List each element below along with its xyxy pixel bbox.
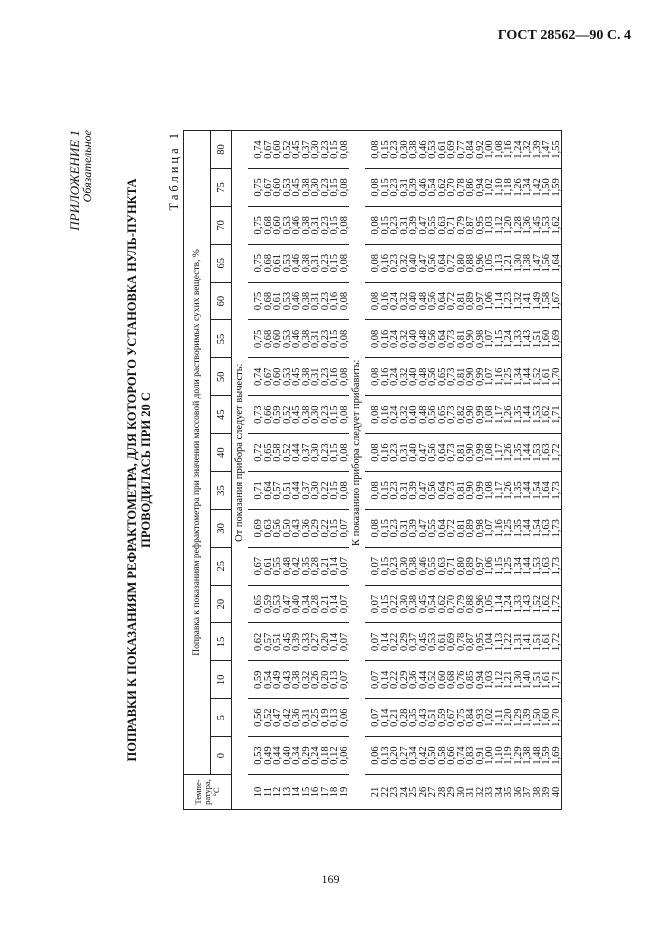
correction-values: 0,08 0,16 0,24 0,32 0,40 0,48 0,56 0,65 0,73 0,81 0,90 0,99 1,07 1,16 1,25 1,34 1,44 1,52 1,61 1,70 — [365, 358, 562, 396]
title-line-2: ПРОВОДИЛАСЬ ПРИ 20 С — [139, 392, 153, 548]
correction-values: 0,73 0,66 0,59 0,52 0,45 0,38 0,30 0,23 0,15 0,08 — [248, 396, 349, 434]
column-header: 50 — [211, 358, 232, 396]
correction-values: 0,08 0,15 0,23 0,31 0,39 0,47 0,56 0,64 0,73 0,81 0,90 0,99 1,08 1,17 1,26 1,35 1,44 1,54 1,64 1,73 — [365, 472, 562, 510]
column-header: 15 — [211, 623, 232, 661]
correction-values: 0,08 0,15 0,23 0,31 0,39 0,47 0,55 0,63 0,71 0,79 0,87 0,95 1,03 1,12 1,20 1,28 1,36 1,45 1,53 1,62 — [365, 206, 562, 244]
column-header: 55 — [211, 320, 232, 358]
correction-values: 0,07 0,14 0,21 0,28 0,35 0,43 0,51 0,59 0,67 0,75 0,84 0,93 1,02 1,11 1,20 1,29 1,39 1,50 1,60 1,70 — [365, 699, 562, 737]
appendix-label: ПРИЛОЖЕНИЕ 1 — [67, 130, 82, 231]
column-header: 5 — [211, 699, 232, 737]
correction-values: 0,74 0,67 0,60 0,52 0,45 0,37 0,30 0,23 0,15 0,08 — [248, 131, 349, 169]
correction-span-header: Поправка к показаниям рефрактометра при значении массовой доли растворимых сухих веществ, % — [184, 131, 211, 775]
correction-values: 0,74 0,67 0,60 0,53 0,45 0,38 0,31 0,23 0,16 0,08 — [248, 358, 349, 396]
subtract-block-row — [248, 131, 349, 810]
column-header: 35 — [211, 472, 232, 510]
correction-values: 0,08 0,15 0,23 0,30 0,38 0,46 0,53 0,61 0,69 0,77 0,84 0,92 1,00 1,08 1,16 1,24 1,32 1,39 1,47 1,55 — [365, 131, 562, 169]
column-header: 70 — [211, 206, 232, 244]
correction-values: 0,07 0,14 0,22 0,29 0,36 0,44 0,52 0,60 0,68 0,76 0,85 0,94 1,03 1,12 1,21 1,30 1,40 1,51 1,61 1,71 — [365, 661, 562, 699]
temperature-values: 21 22 23 24 25 26 27 28 29 30 31 32 33 34 35 36 37 38 39 40 — [365, 775, 562, 810]
correction-values: 0,75 0,68 0,61 0,53 0,46 0,38 0,31 0,23 0,16 0,08 — [248, 282, 349, 320]
correction-values: 0,75 0,68 0,60 0,53 0,46 0,38 0,31 0,23 0,15 0,08 — [248, 320, 349, 358]
correction-values: 0,08 0,16 0,23 0,31 0,40 0,47 0,56 0,64 0,73 0,81 0,90 0,99 1,08 1,17 1,26 1,35 1,44 1,53 1,63 1,72 — [365, 434, 562, 472]
appendix-status: Обязательное — [80, 130, 94, 203]
title-line-1: ПОПРАВКИ К ПОКАЗАНИЯМ РЕФРАКТОМЕТРА, ДЛЯ КОТОРОГО УСТАНОВКА НУЛЬ-ПУНКТА — [125, 178, 139, 762]
correction-values: 0,67 0,61 0,55 0,48 0,42 0,35 0,28 0,21 0,14 0,07 — [248, 547, 349, 585]
rotated-page-content — [65, 130, 625, 810]
correction-values: 0,08 0,15 0,23 0,31 0,39 0,47 0,55 0,64 0,72 0,81 0,89 0,98 1,07 1,16 1,25 1,35 1,44 1,54 1,63 1,73 — [365, 509, 562, 547]
correction-values: 0,75 0,68 0,61 0,53 0,46 0,38 0,31 0,23 0,15 0,08 — [248, 244, 349, 282]
page-number: 169 — [321, 872, 340, 886]
column-header: 60 — [211, 282, 232, 320]
column-header: 45 — [211, 396, 232, 434]
section-spacer — [232, 775, 249, 810]
column-header: 40 — [211, 434, 232, 472]
section-subtract-label: От показания прибора следует вычесть: — [232, 131, 249, 775]
column-header: 10 — [211, 661, 232, 699]
correction-values: 0,75 0,67 0,60 0,53 0,45 0,38 0,30 0,23 0,15 0,08 — [248, 169, 349, 207]
correction-table — [183, 130, 562, 810]
correction-values: 0,62 0,57 0,51 0,45 0,39 0,33 0,27 0,20 0,14 0,07 — [248, 623, 349, 661]
correction-values: 0,69 0,63 0,56 0,50 0,43 0,36 0,29 0,22 0,15 0,07 — [248, 509, 349, 547]
section-spacer — [349, 775, 365, 810]
correction-values: 0,08 0,16 0,24 0,32 0,40 0,48 0,56 0,64 0,73 0,81 0,90 0,98 1,07 1,15 1,24 1,33 1,43 1,51 1,60 1,69 — [365, 320, 562, 358]
document-reference: ГОСТ 28562—90 С. 4 — [497, 28, 631, 43]
correction-values: 0,06 0,13 0,20 0,27 0,34 0,42 0,50 0,58 0,66 0,74 0,83 0,91 1,00 1,10 1,19 1,29 1,38 1,48 1,59 1,69 — [365, 737, 562, 775]
temperature-header: Темпе-ратура, °С — [184, 775, 232, 810]
correction-values: 0,07 0,15 0,23 0,30 0,38 0,46 0,55 0,63 0,71 0,80 0,89 0,97 1,06 1,15 1,25 1,34 1,44 1,53 1,63 1,73 — [365, 547, 562, 585]
add-block-row — [365, 131, 562, 810]
column-header: 80 — [211, 131, 232, 169]
correction-values: 0,72 0,65 0,58 0,52 0,44 0,37 0,30 0,23 0,15 0,08 — [248, 434, 349, 472]
appendix-block — [68, 130, 94, 231]
table-label: Таблица 1 — [167, 130, 181, 211]
correction-values: 0,56 0,52 0,47 0,42 0,36 0,31 0,25 0,19 0,13 0,06 — [248, 699, 349, 737]
correction-values: 0,59 0,54 0,49 0,43 0,38 0,32 0,26 0,20 0,13 0,07 — [248, 661, 349, 699]
correction-values: 0,71 0,64 0,57 0,51 0,44 0,37 0,30 0,22 0,15 0,08 — [248, 472, 349, 510]
correction-values: 0,07 0,15 0,22 0,30 0,38 0,45 0,54 0,62 0,70 0,79 0,88 0,96 1,05 1,14 1,24 1,33 1,43 1,52 1,62 1,72 — [365, 585, 562, 623]
concentration-header-row — [211, 131, 232, 810]
table-title — [125, 130, 153, 810]
correction-values: 0,08 0,15 0,23 0,31 0,39 0,46 0,54 0,62 0,70 0,78 0,86 0,94 1,02 1,10 1,18 1,26 1,34 1,42 1,50 1,59 — [365, 169, 562, 207]
correction-values: 0,53 0,49 0,44 0,40 0,34 0,29 0,24 0,18 0,12 0,06 — [248, 737, 349, 775]
column-header: 0 — [211, 737, 232, 775]
correction-values: 0,65 0,59 0,53 0,47 0,40 0,34 0,28 0,21 0,14 0,07 — [248, 585, 349, 623]
column-header: 75 — [211, 169, 232, 207]
correction-values: 0,08 0,16 0,23 0,32 0,40 0,47 0,56 0,64 0,72 0,80 0,88 0,96 1,05 1,13 1,21 1,30 1,38 1,47 1,56 1,64 — [365, 244, 562, 282]
temperature-values: 10 11 12 13 14 15 16 17 18 19 — [248, 775, 349, 810]
correction-values: 0,75 0,68 0,60 0,53 0,46 0,38 0,31 0,23 0,15 0,08 — [248, 206, 349, 244]
correction-values: 0,07 0,14 0,22 0,29 0,37 0,45 0,53 0,61 0,69 0,78 0,87 0,95 1,04 1,13 1,22 1,31 1,41 1,51 1,61 1,72 — [365, 623, 562, 661]
section-add-label: К показанию прибора следует прибавить: — [349, 131, 365, 775]
column-header: 65 — [211, 244, 232, 282]
column-header: 20 — [211, 585, 232, 623]
column-header: 25 — [211, 547, 232, 585]
column-header: 30 — [211, 509, 232, 547]
correction-values: 0,08 0,16 0,24 0,32 0,40 0,48 0,56 0,64 0,72 0,81 0,89 0,97 1,06 1,14 1,23 1,32 1,41 1,49 1,58 1,67 — [365, 282, 562, 320]
correction-values: 0,08 0,16 0,24 0,32 0,40 0,48 0,56 0,65 0,73 0,82 0,90 0,99 1,08 1,17 1,26 1,35 1,44 1,53 1,62 1,71 — [365, 396, 562, 434]
